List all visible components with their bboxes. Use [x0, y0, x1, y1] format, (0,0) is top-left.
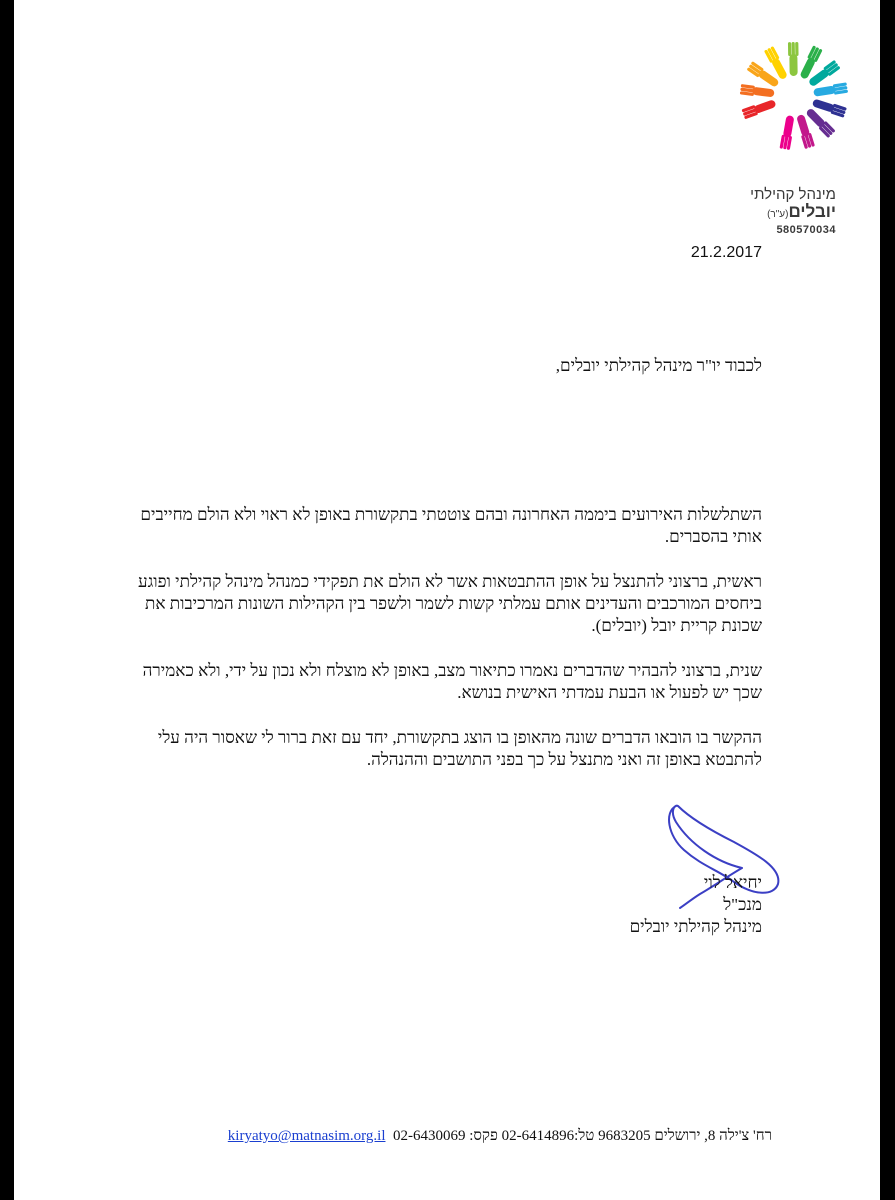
logo-org-line1: מינהל קהילתי: [750, 186, 836, 203]
letter-body: [122, 504, 762, 794]
signer-name: יחיאל לוי: [703, 873, 762, 892]
logo-org-name: יובלים: [788, 202, 836, 221]
logo-hand-shape: [780, 115, 796, 150]
paragraph: ההקשר בו הובאו הדברים שונה מהאופן בו הוצג בתקשורת, יחד עם זאת ברור לי שאסור היה עלי להתבטא באופן זה ואני מתנצל על כך בפני התושבים וההנהלה.: [157, 728, 762, 769]
logo-org-suffix: (ע"ר): [767, 209, 789, 220]
paragraph: ראשית, ברצוני להתנצל על אופן ההתבטאות אשר לא הולם את תפקידי כמנהל מינהל קהילתי ופוגע ביחסים המורכבים והעדינים אותם עמלתי קשות לשמר ולשפר בין הקהילות השונות המרכיבות את שכונת קריית יובל (יובלים).: [138, 572, 762, 635]
logo-hand-shape: [740, 84, 775, 99]
footer: [228, 1128, 772, 1145]
signer-org: מינהל קהילתי יובלים: [629, 917, 762, 936]
logo-hand-shape: [788, 42, 799, 76]
logo-hand-shape: [741, 98, 777, 119]
logo: [722, 36, 872, 236]
footer-email-link[interactable]: kiryatyo@matnasim.org.il: [227, 1128, 386, 1144]
logo-hand-shape: [813, 82, 848, 98]
logo-hands-graphic: [722, 36, 872, 151]
salutation: לכבוד יו"ר מינהל קהילתי יובלים,: [555, 356, 762, 375]
registration-number: 580570034: [776, 224, 836, 236]
logo-org-main: [750, 203, 836, 224]
signature-block: [630, 872, 762, 938]
paragraph: השתלשלות האירועים ביממה האחרונה ובהם צוטטתי בתקשורת באופן לא ראוי ולא הולם מחייבים אותי בהסברים.: [140, 505, 762, 546]
letter-page: [14, 0, 880, 1200]
footer-address: רח' צ'ילה 8, ירושלים 9683205 טל:02-6414896 פקס: 02-6430069: [392, 1128, 772, 1144]
paragraph: שנית, ברצוני להבהיר שהדברים נאמרו כתיאור מצב, באופן לא מוצלח ולא נכון על ידי, ולא כאמירה שכך יש לפעול או הבעת עמדתי האישית בנושא.: [142, 661, 762, 702]
logo-text: [750, 186, 836, 237]
letter-date: 21.2.2017: [690, 244, 762, 261]
signer-title: מנכ"ל: [723, 895, 762, 914]
